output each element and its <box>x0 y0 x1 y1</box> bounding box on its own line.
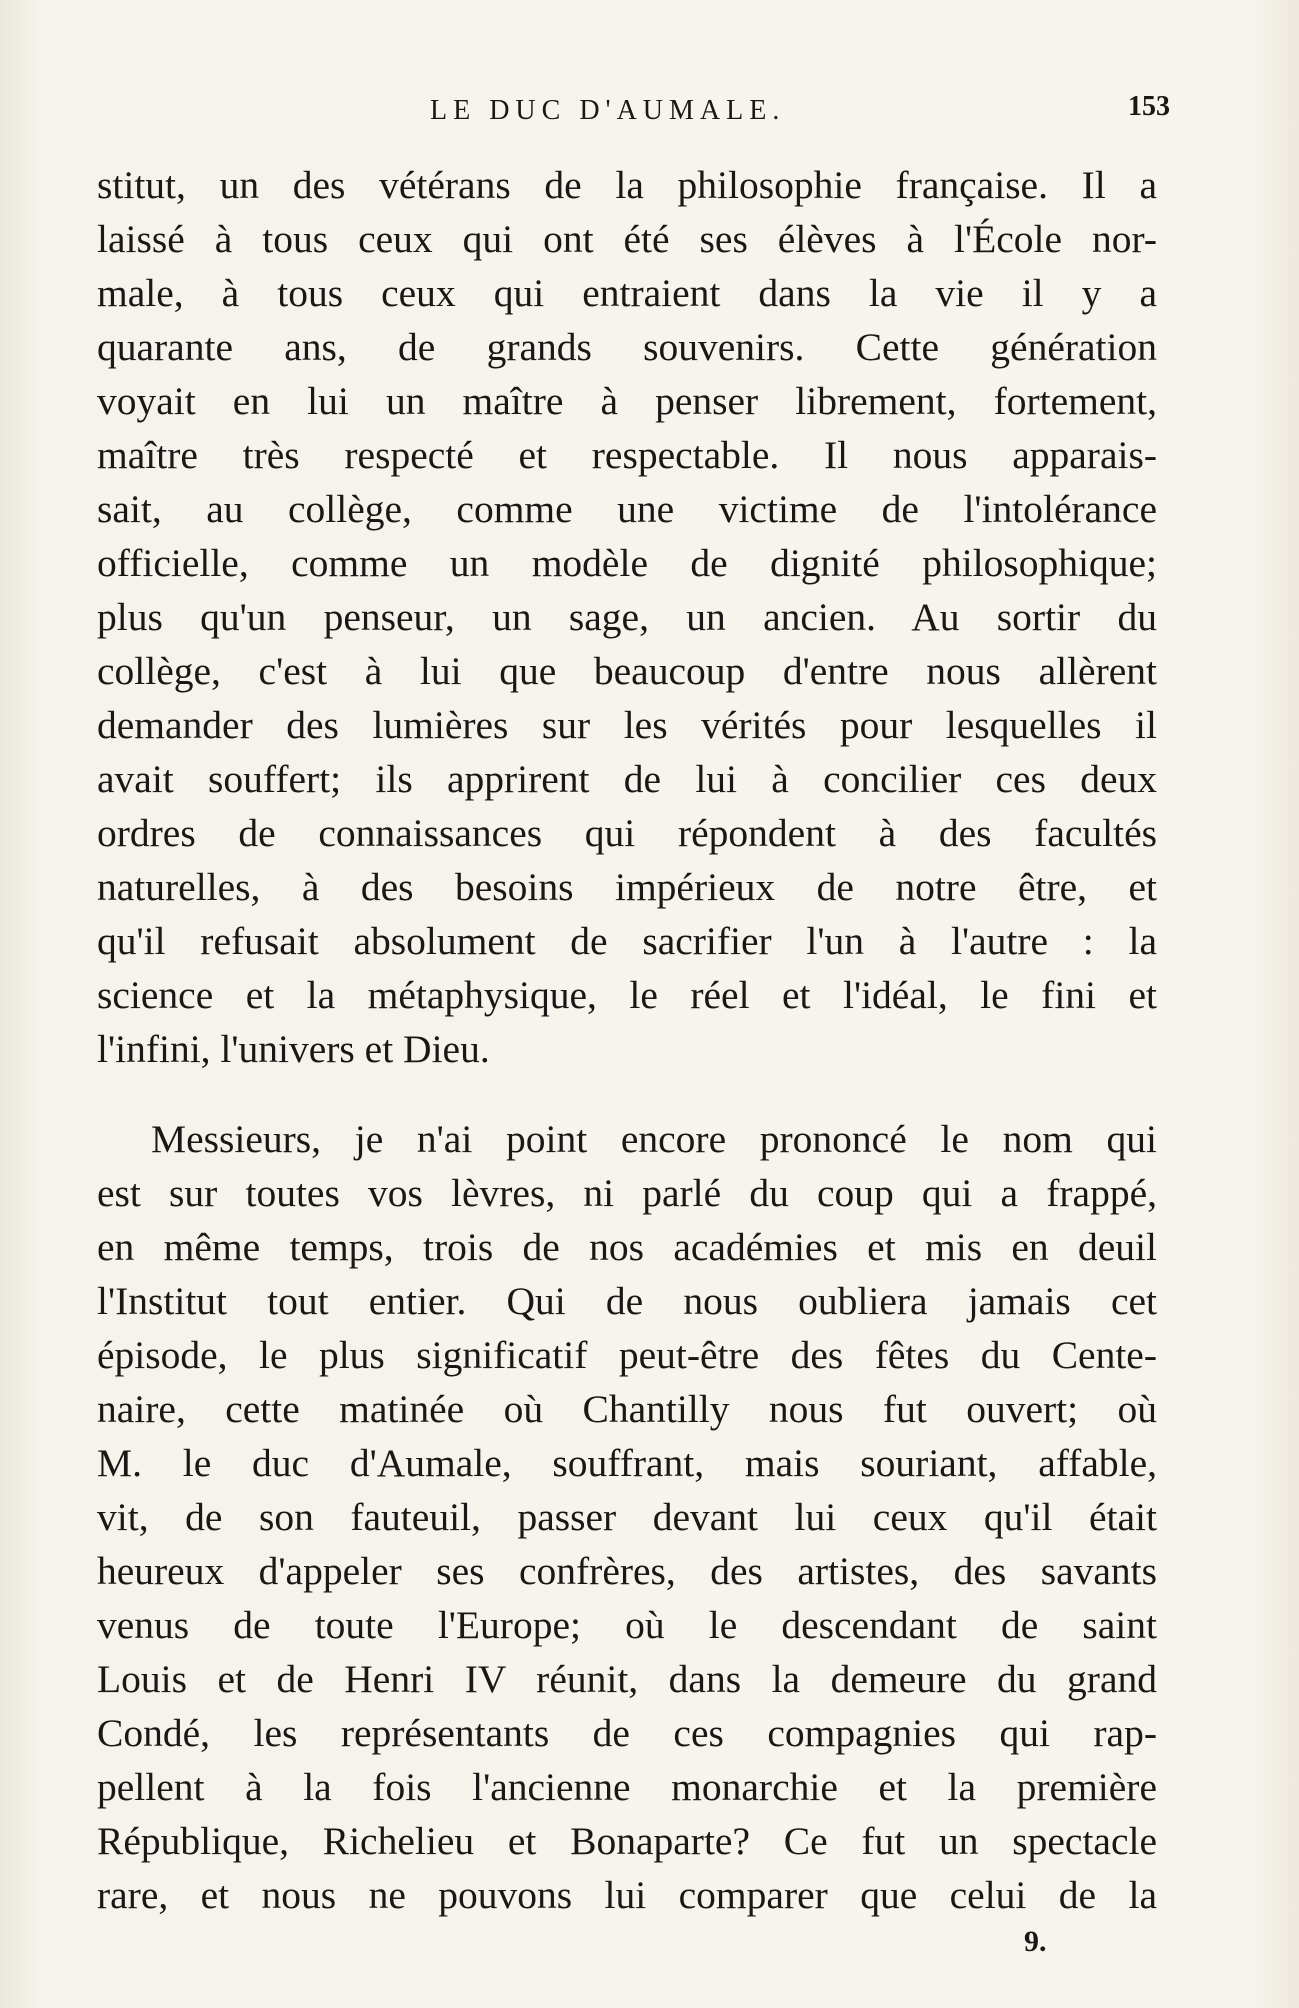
text-line: officielle, comme un modèle de dignité philosophique; <box>97 541 1157 585</box>
text-line: male, à tous ceux qui entraient dans la vie il y a <box>97 271 1157 315</box>
text-line: épisode, le plus significatif peut-être des fêtes du Cente- <box>97 1333 1157 1377</box>
text-line: République, Richelieu et Bonaparte? Ce fut un spectacle <box>97 1819 1157 1863</box>
running-head <box>100 91 1170 135</box>
text-line: naturelles, à des besoins impérieux de notre être, et <box>97 865 1157 909</box>
text-line: collège, c'est à lui que beaucoup d'entre nous allèrent <box>97 649 1157 693</box>
text-line: demander des lumières sur les vérités pour lesquelles il <box>97 703 1157 747</box>
text-line: science et la métaphysique, le réel et l'idéal, le fini et <box>97 973 1157 1017</box>
text-line: sait, au collège, comme une victime de l'intolérance <box>97 487 1157 531</box>
text-line: vit, de son fauteuil, passer devant lui ceux qu'il était <box>97 1495 1157 1539</box>
running-title: LE DUC D'AUMALE. <box>430 95 786 126</box>
paragraph-1 <box>97 158 1157 1076</box>
text-line: plus qu'un penseur, un sage, un ancien. Au sortir du <box>97 595 1157 639</box>
text-line: M. le duc d'Aumale, souffrant, mais souriant, affable, <box>97 1441 1157 1485</box>
text-line: ordres de connaissances qui répondent à des facultés <box>97 811 1157 855</box>
text-line: quarante ans, de grands souvenirs. Cette génération <box>97 325 1157 369</box>
text-line: en même temps, trois de nos académies et mis en deuil <box>97 1225 1157 1269</box>
text-line: Condé, les représentants de ces compagnies qui rap- <box>97 1711 1157 1755</box>
text-line: naire, cette matinée où Chantilly nous fut ouvert; où <box>97 1387 1157 1431</box>
text-line: est sur toutes vos lèvres, ni parlé du coup qui a frappé, <box>97 1171 1157 1215</box>
text-line: l'infini, l'univers et Dieu. <box>97 1027 490 1071</box>
text-line: laissé à tous ceux qui ont été ses élèves à l'École nor- <box>97 217 1157 261</box>
text-line: stitut, un des vétérans de la philosophie française. Il a <box>97 163 1157 207</box>
text-line: qu'il refusait absolument de sacrifier l'un à l'autre : la <box>97 919 1157 963</box>
text-line: venus de toute l'Europe; où le descendant de saint <box>97 1603 1157 1647</box>
signature-mark: 9. <box>1024 1925 1047 1958</box>
text-line: maître très respecté et respectable. Il nous apparais- <box>97 433 1157 477</box>
page-number: 153 <box>1128 91 1170 122</box>
paragraph-2 <box>97 1112 1157 1922</box>
text-line: rare, et nous ne pouvons lui comparer que celui de la <box>97 1873 1157 1917</box>
text-line: voyait en lui un maître à penser librement, fortement, <box>97 379 1157 423</box>
text-line: heureux d'appeler ses confrères, des artistes, des savants <box>97 1549 1157 1593</box>
text-line: Louis et de Henri IV réunit, dans la demeure du grand <box>97 1657 1157 1701</box>
text-line: l'Institut tout entier. Qui de nous oubliera jamais cet <box>97 1279 1157 1323</box>
text-line: avait souffert; ils apprirent de lui à concilier ces deux <box>97 757 1157 801</box>
text-line: pellent à la fois l'ancienne monarchie et la première <box>97 1765 1157 1809</box>
text-line: Messieurs, je n'ai point encore prononcé le nom qui <box>151 1117 1157 1161</box>
